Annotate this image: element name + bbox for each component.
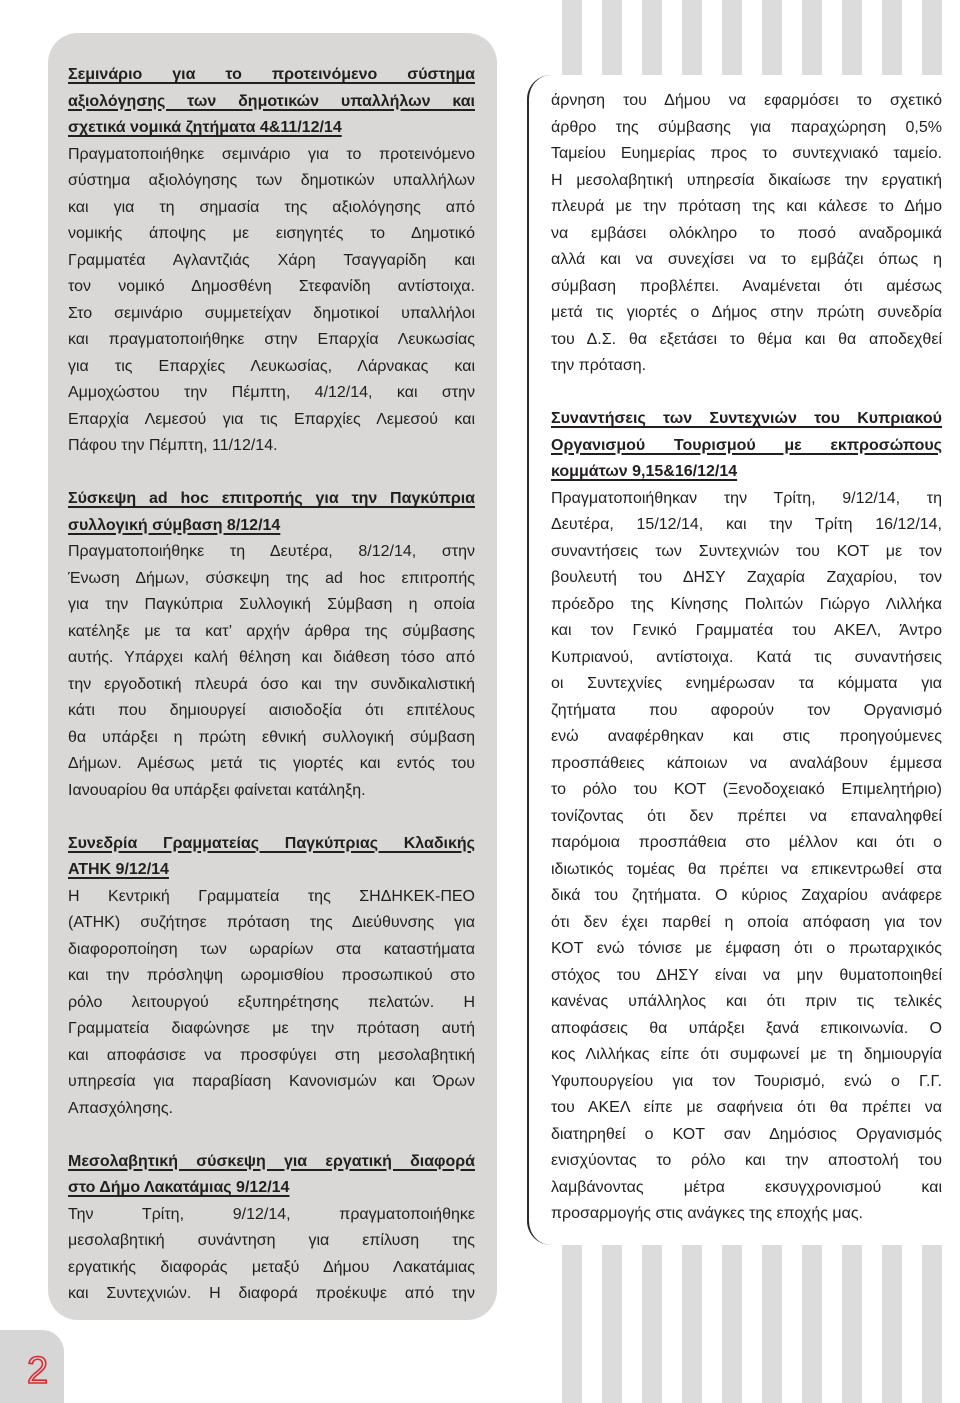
heading-line: Οργανισμού Τουρισμού με εκπροσώπους xyxy=(551,436,942,454)
body-line: σύστημα αξιολόγησης των δημοτικών υπαλλήλων xyxy=(68,172,475,189)
article-5-body xyxy=(551,486,942,1228)
body-line: να εμβάσει ολόκληρο το ποσό αναδρομικά xyxy=(551,224,942,242)
body-line: (ΑΤΗΚ) συζήτησε πρόταση της Διεύθυνσης για xyxy=(68,914,475,931)
body-line: προσπάθειες κάποιων να αναλάβουν έμμεσα xyxy=(551,754,942,772)
body-line: ρόλο λειτουργού εξυπηρέτησης πελατών. Η xyxy=(68,993,475,1011)
body-line: την πρόταση. xyxy=(551,357,647,374)
body-line: πλευρά με την πρόταση της και κάλεσε το Δήμο xyxy=(551,198,942,215)
body-line: κατέληξε με τα κατ’ αρχήν άρθρα της σύμβασης xyxy=(68,622,475,640)
body-line: για τις Επαρχίες Λευκωσίας, Λάρνακας και xyxy=(68,357,475,375)
article-5-heading xyxy=(551,406,942,486)
body-line: Γραμματέα Αγλαντζιάς Χάρη Τσαγγαρίδη και xyxy=(68,251,475,269)
body-line: το ρόλο του ΚΟΤ (Ξενοδοχειακό Επιμελητήριο) xyxy=(551,781,942,798)
article-4-body-continued xyxy=(551,88,942,380)
body-line: Επαρχία Λεμεσού για τις Επαρχίες Λεμεσού και xyxy=(68,410,475,428)
article-1-body xyxy=(68,142,475,460)
body-line: άρθρο της σύμβασης για παραχώρηση 0,5% xyxy=(551,118,942,136)
body-line: Ταμείου Ευημερίας προς το συντεχνιακό ταμείο. xyxy=(551,145,942,162)
heading-line: συλλογική σύμβαση 8/12/14 xyxy=(68,516,281,534)
heading-line: ΑΤΗΚ 9/12/14 xyxy=(68,861,169,878)
heading-line: Σεμινάριο για το προτεινόμενο σύστημα xyxy=(68,66,475,83)
body-line: και την πρόσληψη ωρομισθίου προσωπικού στο xyxy=(68,967,475,984)
body-line: βουλευτή του ΔΗΣΥ Ζαχαρία Ζαχαρίου, τον xyxy=(551,569,942,586)
article-3-body xyxy=(68,884,475,1123)
heading-line: Σύσκεψη ad hoc επιτροπής για την Παγκύπρια xyxy=(68,490,475,507)
article-2-heading xyxy=(68,486,475,539)
body-line: τον νομικό Δημοσθένη Στεφανίδη αντίστοιχα. xyxy=(68,278,475,295)
article-4-body xyxy=(68,1202,475,1308)
body-line: ιδιωτικός τομέας θα πρέπει να επικεντρωθεί στα xyxy=(551,860,942,878)
body-line: τονίζοντας ότι δεν πρέπει να επαναληφθεί xyxy=(551,807,942,825)
left-column xyxy=(68,62,475,1308)
body-line: Γραμματεία διαφώνησε με την πρόταση αυτή xyxy=(68,1020,475,1037)
body-line: κανένας υπάλληλος και ότι πριν τις τελικές xyxy=(551,993,942,1010)
body-line: Την Τρίτη, 9/12/14, πραγματοποιήθηκε xyxy=(68,1205,475,1223)
body-line: νομικής άποψης με εισηγητές το Δημοτικό xyxy=(68,225,475,242)
body-line: αλλά και να συνεχίσει να το εμβάζει όπως η xyxy=(551,251,942,268)
body-line: για την Παγκύπρια Συλλογική Σύμβαση η οποία xyxy=(68,596,475,613)
body-line: ενισχύοντας το ρόλο και την αποστολή του xyxy=(551,1152,942,1169)
body-line: μετά τις γιορτές ο Δήμος στην πρώτη συνεδρία xyxy=(551,304,942,321)
body-line: Η μεσολαβητική υπηρεσία δικαίωσε την εργατική xyxy=(551,171,942,189)
body-line: Απασχόλησης. xyxy=(68,1099,173,1117)
heading-line: κομμάτων 9,15&16/12/14 xyxy=(551,463,738,480)
body-line: παρόμοια προσπάθεια στο μέλλον και ότι ο xyxy=(551,834,942,851)
body-line: λαμβάνοντας μέτρα εκσυγχρονισμού και xyxy=(551,1178,942,1196)
article-3-heading xyxy=(68,831,475,884)
body-line: μεσολαβητική συνάντηση για επίλυση της xyxy=(68,1232,475,1249)
body-line: Πραγματοποιήθηκε τη Δευτέρα, 8/12/14, στην xyxy=(68,543,475,560)
body-line: και για τη σημασία της αξιολόγησης από xyxy=(68,198,475,216)
heading-line: σχετικά νομικά ζητήματα 4&11/12/14 xyxy=(68,119,342,136)
body-line: στόχος του ΔΗΣΥ είναι να μην θυματοποιηθεί xyxy=(551,966,942,984)
body-line: και πραγματοποιήθηκε στην Επαρχία Λευκωσίας xyxy=(68,331,475,348)
body-line: πρόεδρο της Κίνησης Πολιτών Γιώργο Λιλλήκα xyxy=(551,595,942,613)
body-line: και αποφάσισε να προσφύγει στη μεσολαβητική xyxy=(68,1046,475,1064)
article-1-heading xyxy=(68,62,475,142)
heading-line: Μεσολαβητική σύσκεψη για εργατική διαφορά xyxy=(68,1152,475,1170)
body-line: Ιανουαρίου θα υπάρξει φαίνεται κατάληξη. xyxy=(68,781,366,799)
body-line: θα υπάρξει η πρώτη εθνική συλλογική σύμβαση xyxy=(68,728,475,746)
body-line: Υφυπουργείου για τον Τουρισμό, ενώ ο Γ.Γ. xyxy=(551,1072,942,1090)
heading-line: στο Δήμο Λακατάμιας 9/12/14 xyxy=(68,1179,290,1196)
body-line: αποφάσεις θα υπάρξει ξανά επικοινωνία. Ο xyxy=(551,1019,942,1037)
body-line: Πραγματοποιήθηκαν την Τρίτη, 9/12/14, τη xyxy=(551,489,942,507)
body-line: ΚΟΤ ενώ τόνισε με έμφαση ότι ο πρωταρχικός xyxy=(551,940,942,957)
body-line: άρνηση του Δήμου να εφαρμόσει το σχετικό xyxy=(551,92,942,109)
body-line: ενώ αναφέρθηκαν και στις προηγούμενες xyxy=(551,728,942,745)
right-column xyxy=(551,88,942,1228)
heading-line: Συναντήσεις των Συντεχνιών του Κυπριακού xyxy=(551,410,942,427)
body-line: του Δ.Σ. θα εξετάσει το θέμα και θα αποδεχθεί xyxy=(551,330,942,348)
body-line: οι Συντεχνίες ενημέρωσαν τα κόμματα για xyxy=(551,675,942,692)
body-line: Δήμων. Αμέσως μετά τις γιορτές και εντός του xyxy=(68,755,475,772)
body-line: ότι δεν έχει παρθεί η οποία απόφαση για τον xyxy=(551,913,942,931)
body-line: κάτι που δημιουργεί αισιοδοξία ότι επιτέλους xyxy=(68,702,475,719)
body-line: κος Λιλλήκας είπε ότι συμφωνεί με τη δημιουργία xyxy=(551,1046,942,1063)
body-line: και Συντεχνιών. Η διαφορά προέκυψε από την xyxy=(68,1285,475,1302)
body-line: Αμμοχώστου την Πέμπτη, 4/12/14, και στην xyxy=(68,384,475,401)
body-line: υπηρεσία για παραβίαση Κανονισμών και Όρων xyxy=(68,1073,475,1090)
body-line: Στο σεμινάριο συμμετείχαν δημοτικοί υπαλλήλοι xyxy=(68,304,475,322)
body-line: σύμβαση προβλέπει. Αναμένεται ότι αμέσως xyxy=(551,277,942,295)
body-line: διαφοροποίηση των ωραρίων στα καταστήματα xyxy=(68,940,475,958)
body-line: Δευτέρα, 15/12/14, και την Τρίτη 16/12/14, xyxy=(551,516,942,533)
body-line: του ΑΚΕΛ είπε με σαφήνεια ότι θα πρέπει να xyxy=(551,1099,942,1116)
heading-line: Συνεδρία Γραμματείας Παγκύπριας Κλαδικής xyxy=(68,834,475,852)
page-number: 2 xyxy=(27,1350,49,1392)
body-line: διατηρηθεί ο ΚΟΤ σαν Δημόσιος Οργανισμός xyxy=(551,1125,942,1143)
body-line: Πραγματοποιήθηκε σεμινάριο για το προτεινόμενο xyxy=(68,145,475,163)
body-line: την εργοδοτική πλευρά όσο και την συνδικαλιστική xyxy=(68,675,475,693)
body-line: συναντήσεις των Συντεχνιών του ΚΟΤ με τον xyxy=(551,542,942,560)
body-line: Κυπριανού, αντίστοιχα. Κατά τις συναντήσεις xyxy=(551,648,942,666)
article-2-body xyxy=(68,539,475,804)
body-line: προσαρμογής στις ανάγκες της εποχής μας. xyxy=(551,1205,863,1222)
body-line: Ένωση Δήμων, σύσκεψη της ad hoc επιτροπής xyxy=(68,569,475,587)
article-4-heading xyxy=(68,1149,475,1202)
body-line: Πάφου την Πέμπτη, 11/12/14. xyxy=(68,437,278,454)
body-line: δικά του ζητήματα. Ο κύριος Ζαχαρίου ανάφερε xyxy=(551,887,942,904)
body-line: και τον Γενικό Γραμματέα του ΑΚΕΛ, Άντρο xyxy=(551,622,942,639)
body-line: Η Κεντρική Γραμματεία της ΣΗΔΗΚΕΚ-ΠΕΟ xyxy=(68,887,475,905)
body-line: ζητήματα που αφορούν τον Οργανισμό xyxy=(551,701,942,719)
body-line: εργατικής διαφοράς μεταξύ Δήμου Λακατάμιας xyxy=(68,1258,475,1276)
body-line: αυτής. Υπάρχει καλή θέληση και διάθεση τόσο από xyxy=(68,649,475,666)
heading-line: αξιολόγησης των δημοτικών υπαλλήλων και xyxy=(68,92,475,110)
